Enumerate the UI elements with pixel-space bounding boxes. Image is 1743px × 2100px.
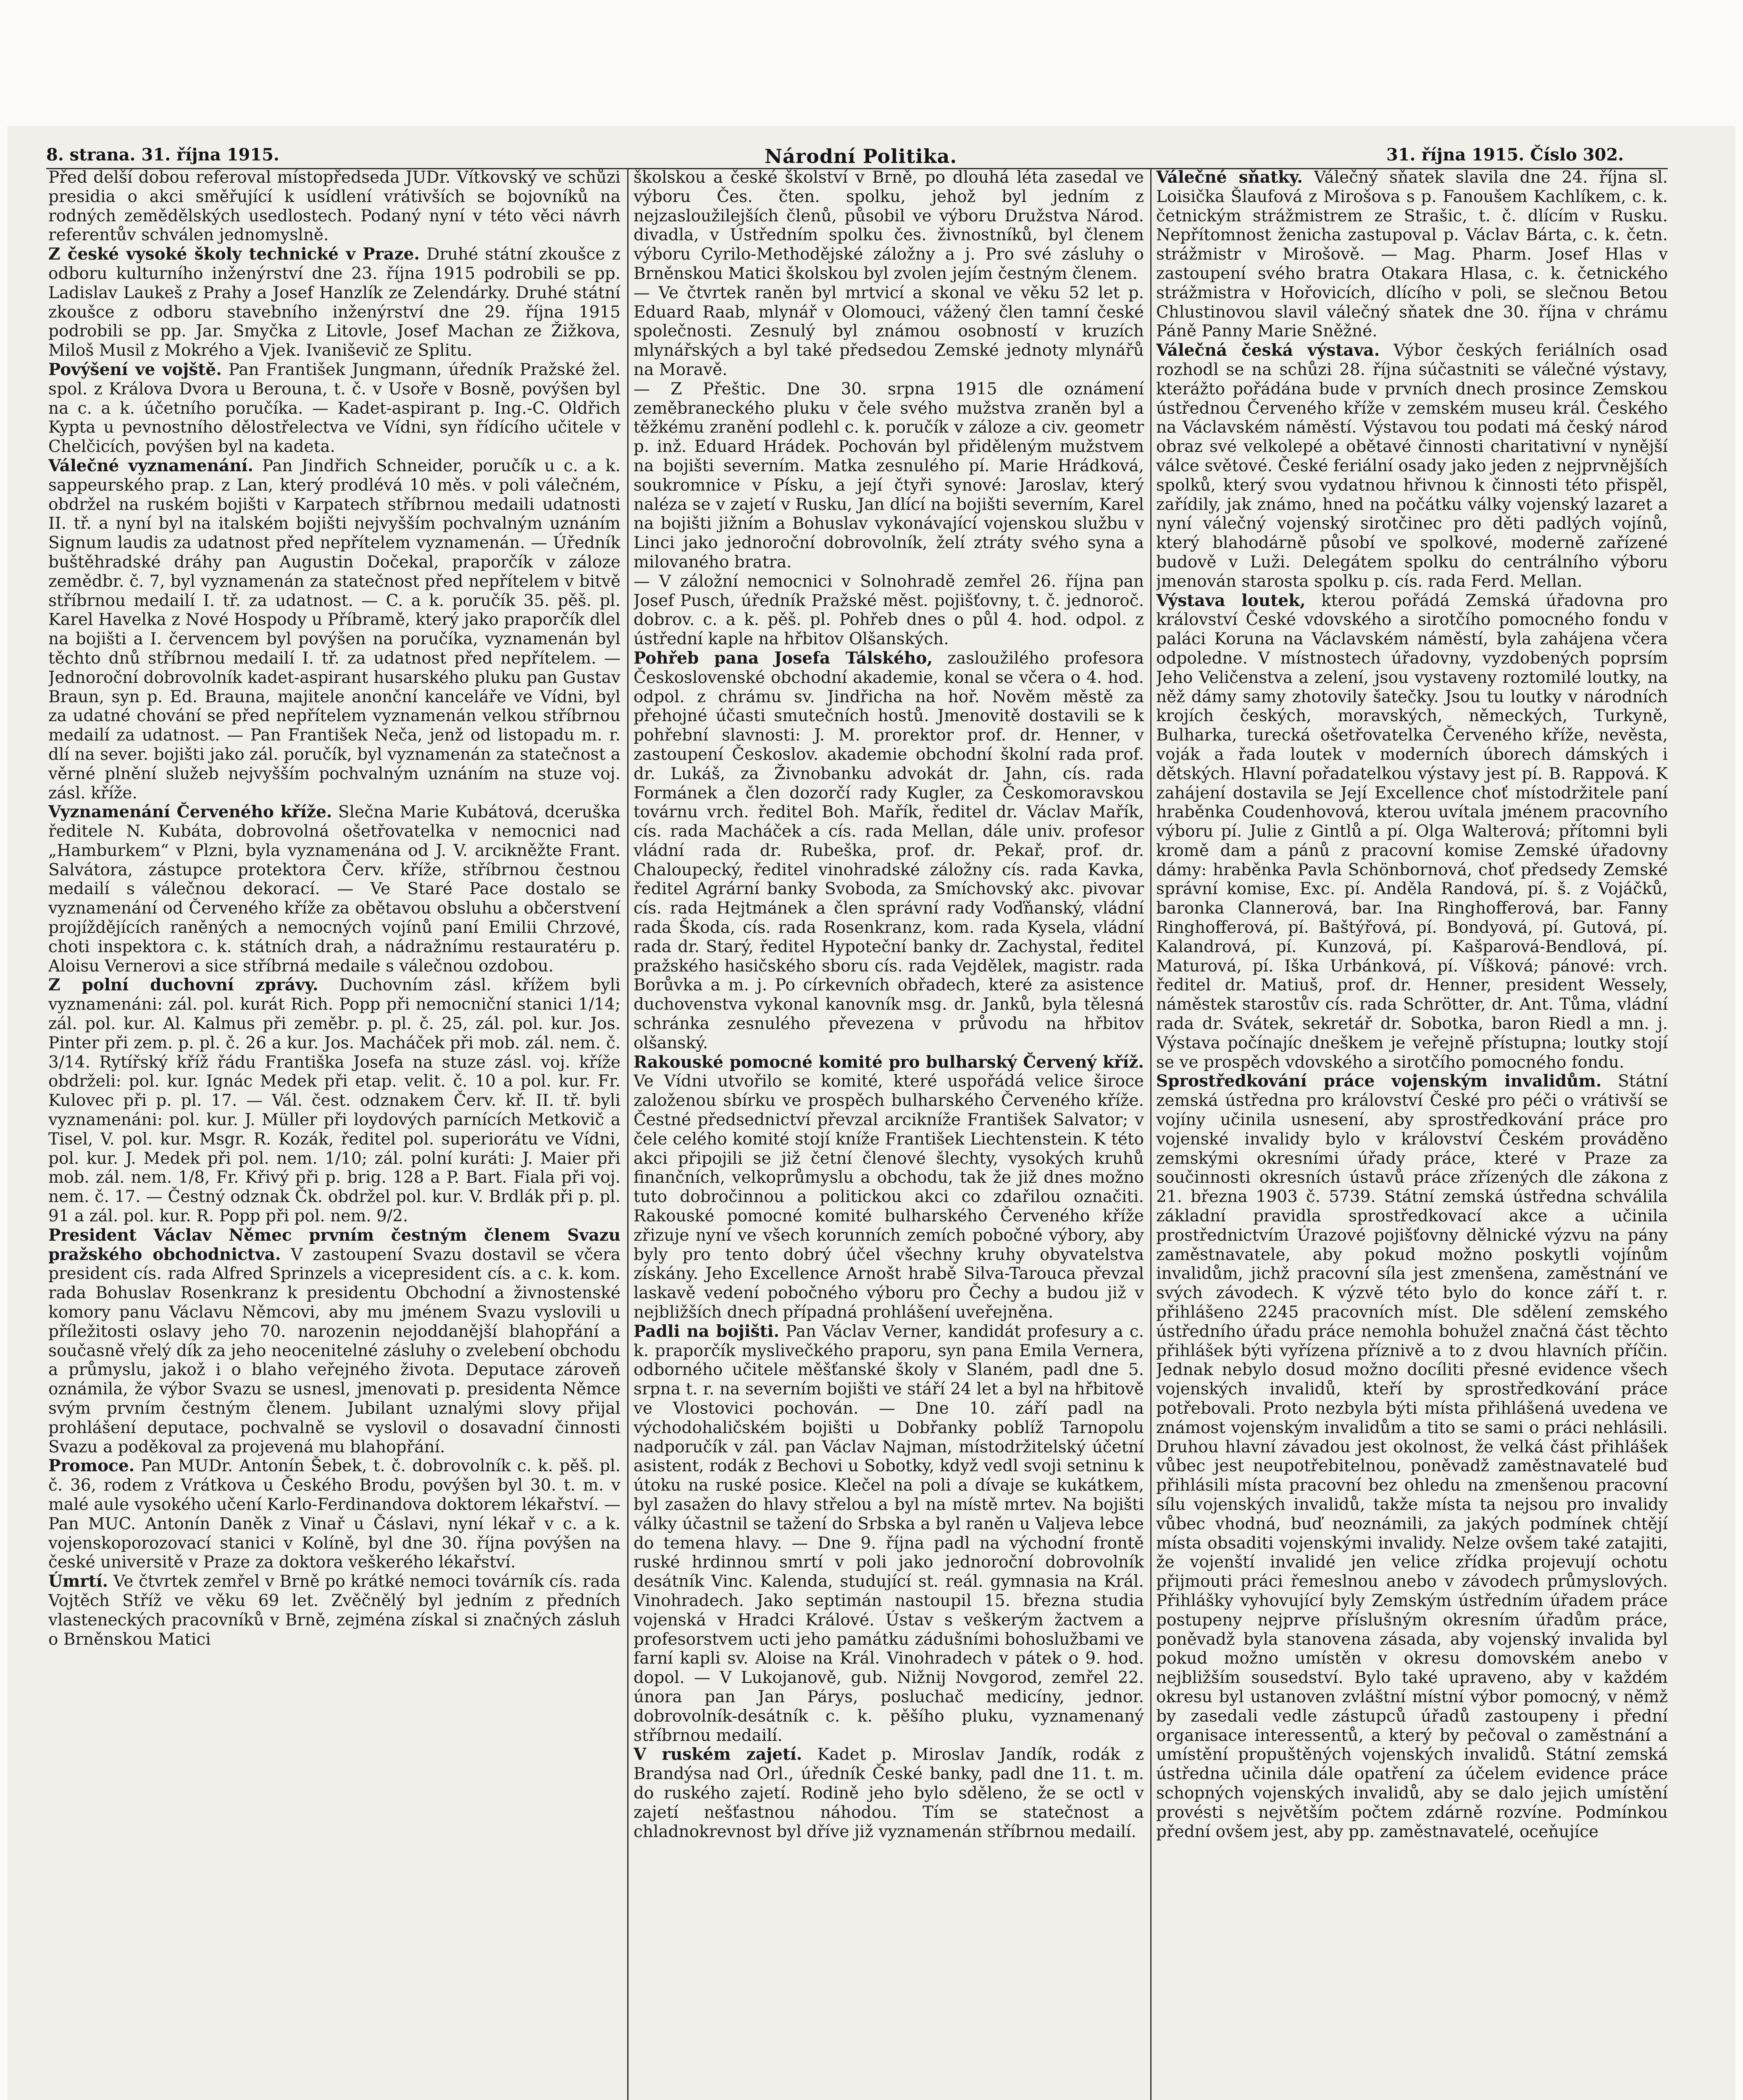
article-text: školskou a české školství v Brně, po dlouhá léta zasedal ve výboru Čes. čten. spolku, jehož byl jedním z nejzasloužilejších členů, působil ve výboru Družstva Národ. divadla, v Ústředním spolku čes. živnostníků, byl členem výboru Cyrilo-Methodějské záložny a j. Pro své zásluhy o Brněnskou Matici školskou byl zvolen jejím čestným členem. <box>634 168 1144 283</box>
article-text: Státní zemská ústředna pro království České pro péči o vrátivší se vojíny učinila usnesení, aby sprostředkování práce pro vojenské invalidy bylo v království Českém prováděno zemskými okresními úřady práce, které v Praze za součinnosti okresních ústavů práce zřízených dle zákona z 21. března 1903 č. 5739. Státní zemská ústředna schválila základní pravidla sprostředkovací akce a učinila prostřednictvím Úrazové pojišťovny dělnické výzvu na pány zaměstnavatele, aby pokud možno poskytli vojínům invalidům, jichž pracovní síla jest zmenšena, zaměstnání ve svých závodech. K výzvě této bylo do konce září t. r. přihlášeno 2245 pracovních míst. Dle sdělení zemského ústředního úřadu práce nemohla bohužel značná část těchto přihlášek býti vyřízena příznivě a to z dvou hlavních příčin. Jednak nebylo dosud možno docíliti přesné evidence všech vojenských invalidů, kteří by sprostředkování práce potřebovali. Proto nezbyla býti místa přihlášená uvedena ve známost vojenským invalidům a tito se sami o práci nehlásili. Druhou hlavní závadou jest okolnost, že velká část přihlášek vůbec jest neupotřebitelnou, poněvadž zaměstnavatelé buď přihlásili místa pracovní bez ohledu na zmenšenou pracovní sílu vojenských invalidů, takže místa ta nejsou pro invalidy vůbec vhodná, buď neoznámili, za jakých podmínek chtějí místa obsaditi vojenskými invalidy. Nelze ovšem také zatajiti, že vojenští invalidé jen velice zřídka projevují ochotu přijmouti práci řemeslnou anebo v závodech průmyslových. Přihlášky vyhovující byly Zemským ústředním úřadem práce postupeny nejprve příslušným okresním úřadům práce, poněvadž byla stanovena zásada, aby vojenský invalida byl pokud možno umístěn v okresu domovském anebo v nejbližším sousedství. Bylo také upraveno, aby v každém okresu byl ustanoven zvláštní místní výbor pomocný, v němž by zasedali vedle zástupců úřadů zastoupeny i přední organisace interessentů, a který by pečoval o zaměstnání a umístění propuštěných vojenských invalidů. Státní zemská ústředna učinila dále opatření za účelem evidence práce schopných vojenských invalidů, aby se dalo jejich umístění provésti s největším počtem zdárně rozvíne. Podmínkou přední ovšem jest, aby pp. zaměstnavatelé, oceňujíce <box>1156 1072 1668 1841</box>
article-paragraph <box>1156 341 1668 591</box>
article-heading: Vyznamenání Červeného kříže. <box>48 802 332 822</box>
article-paragraph <box>1156 591 1668 1072</box>
article-heading: Z české vysoké školy technické v Praze. <box>48 244 420 264</box>
article-text: V zastoupení Svazu dostavil se včera president cís. rada Alfred Sprinzels a vicepresident cís. a c. k. kom. rada Bohuslav Rosenkranz k presidentu Obchodní a živnostenské komory panu Václavu Němcovi, aby mu jménem Svazu vyslovili u příležitosti oslavy jeho 70. narozenin nejoddanější blahopřání a současně vřelý dík za jeho neocenitelné zásluhy o zvelebení obchodu a průmyslu, jakož i o blaho veřejného života. Deputace zároveň oznámila, že výbor Svazu se usnesl, jmenovati p. presidenta Němce svým prvním čestným členem. Jubilant uznalými slovy přijal prohlášení deputace, pochvalně se vyslovil o dosavadní činnosti Svazu a poděkoval za projevená mu blahopřání. <box>48 1245 620 1457</box>
article-paragraph <box>48 168 620 245</box>
article-paragraph <box>634 380 1144 572</box>
article-text: Ve Vídni utvořilo se komité, které uspořádá velice široce založenou sbírku ve prospěch bulharského Červeného kříže. Čestné předsednictví převzal arcikníže František Salvator; v čele celého komité stojí kníže František Liechtenstein. K této akci připojili se již četní členové šlechty, vysokých kruhů finančních, velkoprůmyslu a obchodu, tak že již dnes možno tuto dobročinnou a politickou akci co zdařilou označiti. Rakouské pomocné komité bulharského Červeného kříže zřizuje nyní ve všech korunních zemích pobočné výbory, aby byly pro tento dobrý účel všechny kruhy obyvatelstva získány. Jeho Excellence Arnošt hrabě Silva-Tarouca převzal laskavě vedení pobočného výboru pro Čechy a budou již v nejbližších dnech případná prohlášení uveřejněna. <box>634 1072 1144 1322</box>
article-paragraph <box>634 649 1144 1053</box>
article-text: Pan František Jungmann, úředník Pražské žel. spol. z Králova Dvora u Berouna, t. č. v Usoře v Bosně, povýšen byl na c. a k. účetního poručíka. — Kadet-aspirant p. Ing.-C. Oldřich Kypta u pevnostního dělostřelectva ve Vídni, syn řídícího učitele v Chelčicích, povýšen byl na kadeta. <box>48 360 620 457</box>
article-text: Slečna Marie Kubátová, dceruška ředitele N. Kubáta, dobrovolná ošetřovatelka v nemocnici nad „Hamburkem“ v Plzni, byla vyznamenána od J. V. arcikněžte Frant. Salvátora, zástupce protektora Červ. kříže, stříbrnou čestnou medailí s válečnou dekorací. — Ve Staré Pace dostalo se vyznamenání od Červeného kříže za obětavou obsluhu a občerstvení projíždějících raněných a nemocných vojínů paní Emilii Chrzové, choti inspektora c. k. státních drah, a nádražnímu restauratéru p. Aloisu Vernerovi a sice stříbrná medaile s válečnou ozdobou. <box>48 803 620 976</box>
article-heading: Válečná česká výstava. <box>1156 341 1380 360</box>
article-text: — Z Přeštic. Dne 30. srpna 1915 dle oznámení zeměbraneckého pluku v čele svého mužstva zraněn byl a těžkému zranění podlehl c. k. poručík v záloze a civ. geometr p. inž. Eduard Hrádek. Pochován byl přiděleným mužstvem na bojišti severním. Matka zesnulého pí. Marie Hrádková, soukromnice v Písku, a její čtyři synové: Jaroslav, který naléza se v zajetí v Rusku, Jan dlící na bojišti severním, Karel na bojišti jižním a Bohuslav vykonávající vojenskou službu v Linci jako jednoroční dobrovolník, želí ztráty svého syna a milovaného bratra. <box>634 379 1144 572</box>
newspaper-title: Národní Politika. <box>765 145 957 168</box>
column-rule-2 <box>1150 168 1151 2100</box>
article-text: — V záložní nemocnici v Solnohradě zemřel 26. října pan Josef Pusch, úředník Pražské měst. pojišťovny, t. č. jednoroč. dobrov. c. a k. pěš. pl. Pohřeb dnes o půl 4. hod. odpol. z ústřední kaple na hřbitov Olšanských. <box>634 572 1144 649</box>
article-text: kterou pořádá Zemská úřadovna pro království České vdovského a sirotčího pomocného fondu v paláci Koruna na Václavském náměstí, byla zahájena včera odpoledne. V místnostech úřadovny, vyzdobených poprsím Jeho Veličenstva a zelení, jsou vystaveny roztomilé loutky, na něž dámy samy zhotovily šatečky. Jsou tu loutky v národních krojích českých, moravských, německých, Turkyně, Bulharka, turecká ošetřovatelka Červeného kříže, nevěsta, voják a řada loutek v moderních úborech dámských i dětských. Hlavní pořadatelkou výstavy jest pí. B. Rappová. K zahájení dostavila se Její Excellence choť místodržitele paní hraběnka Coudenhovová, kterou uvítala jménem pracovního výboru pí. Julie z Gintlů a pí. Olga Walterová; přítomni byli kromě dam a pánů z pracovní komise Zemské úřadovny dámy: hraběnka Pavla Schönbornová, choť předsedy Zemské správní komise, Exc. pí. Anděla Randová, pí. š. z Vojáčků, baronka Clannerová, bar. Ina Ringhofferová, bar. Fanny Ringhofferová, pí. Baštýřová, pí. Bondyová, pí. Gutová, pí. Kalandrová, pí. Kunzová, pí. Kašparová-Bendlová, pí. Maturová, pí. Iška Urbánková, pí. Víšková; pánové: vrch. ředitel dr. Matiuš, prof. dr. Henner, president Wessely, náměstek starostův cís. rada Schrötter, dr. Ant. Tůma, vládní rada dr. Svátek, sekretář dr. Sobotka, baron Riedl a mn. j. Výstava počínajíc dneškem je veřejně přístupna; loutky stojí se ve prospěch vdovského a sirotčího pomocného fondu. <box>1156 591 1668 1072</box>
article-text: zasloužilého profesora Československé obchodní akademie, konal se včera o 4. hod. odpol. z chrámu sv. Jindřicha na hoř. Nověm městě za přehojné účasti smutečních hostů. Jmenovitě dostavili se k pohřební slavnosti: J. M. prorektor prof. dr. Henner, v zastoupení Českoslov. akademie obchodní školní rada prof. dr. Lukáš, za Živnobanku advokát dr. Jahn, cís. rada Formánek a člen dozorčí rady Kugler, za Českomoravskou továrnu vrch. ředitel Boh. Mařík, ředitel dr. Václav Mařík, cís. rada Macháček a cís. rada Mellan, dále univ. profesor vládní rada dr. Rubeška, prof. dr. Pekař, prof. dr. Chaloupecký, ředitel vinohradské záložny cís. rada Kavka, ředitel Agrární banky Svoboda, za Smíchovský akc. pivovar cís. rada Hejtmánek a člen správní rady Voďňanský, vládní rada Škoda, cís. rada Rosenkranz, kom. rada Kysela, vládní rada dr. Starý, ředitel Hypoteční banky dr. Zachystal, ředitel pražského hasičského sboru cís. rada Vejdělek, magistr. rada Borůvka a m. j. Po církevních obřadech, které za asistence duchovenstva vykonal kanovník msg. dr. Janků, byla tělesná schránka zesnulého převezena v průvodu na hřbitov olšanský. <box>634 648 1144 1053</box>
article-paragraph <box>634 572 1144 649</box>
article-heading: President Václav Němec prvním čestným členem Svazu pražského obchodnictva. <box>48 1225 620 1264</box>
article-heading: Povýšení ve vojště. <box>48 360 222 379</box>
article-text: Duchovním zásl. křížem byli vyznamenáni: zál. pol. kurát Rich. Popp při nemocniční stanici 1/14; zál. pol. kur. Al. Kalmus při zeměbr. p. pl. č. 25, zál. pol. kur. Jos. Pinter při zem. p. pl. č. 26 a kur. Jos. Macháček při mob. zál. nem. č. 3/14. Rytířský kříž řádu Františka Josefa na stuze zásl. voj. kříže obdrželi: pol. kur. Ignác Medek při etap. velit. č. 10 a pol. kur. Fr. Kulovec při p. pl. 17. — Vál. čest. odznakem Červ. kř. II. tř. byli vyznamenáni: pol. kur. J. Müller při loydových parnících Metkovič a Tisel, V. pol. kur. Msgr. R. Kozák, ředitel pol. superiorátu ve Vídni, pol. kur. J. Medek při pol. nem. 1/10; zál. polní kuráti: J. Maier při mob. zál. nem. 1/8, Fr. Křivý při p. brig. 128 a P. Bart. Fiala při voj. nem. č. 17. — Čestný odznak Čk. obdržel pol. kur. V. Brdlák při p. pl. 91 a zál. pol. kur. R. Popp při pol. nem. 9/2. <box>48 976 620 1226</box>
article-paragraph <box>1156 168 1668 341</box>
article-paragraph <box>634 1322 1144 1746</box>
article-heading: Válečné sňatky. <box>1156 168 1303 187</box>
article-heading: Promoce. <box>48 1456 135 1476</box>
article-heading: Výstava loutek, <box>1156 591 1306 610</box>
article-heading: V ruském zajetí. <box>634 1745 802 1764</box>
article-paragraph <box>634 284 1144 380</box>
article-text: Pan MUDr. Antonín Šebek, t. č. dobrovolník c. k. pěš. pl. č. 36, rodem z Vrátkova u Českého Brodu, povýšen byl 30. t. m. v malé aule vysokého učení Karlo-Ferdinandova doktorem lékařství. — Pan MUC. Antonín Daněk z Vinař u Čáslavi, nyní lékař v c. a k. vojenskoporozovací stanici v Kolíně, byl dne 30. října povýšen na české universitě v Praze za doktora veškerého lékařství. <box>48 1457 620 1572</box>
article-heading: Sprostředkování práce vojenským invalidům. <box>1156 1071 1602 1091</box>
article-paragraph <box>48 457 620 803</box>
issue-date-number: 31. října 1915. Číslo 302. <box>1386 145 1624 165</box>
article-text: Před delší dobou referoval místopředseda JUDr. Vítkovský ve schůzi presidia o akci směřující k usídlení vrátivších se bojovníků na rodných zemědělských usedlostech. Podaný nyní v této věci návrh referentův schválen jednomyslně. <box>48 168 620 245</box>
article-paragraph <box>48 360 620 457</box>
article-paragraph <box>634 168 1144 284</box>
text-column-3 <box>1156 168 1668 2100</box>
article-heading: Úmrtí. <box>48 1572 108 1591</box>
text-column-1 <box>48 168 620 2100</box>
article-text: Pan Jindřich Schneider, poručík u c. a k. sappeurského prap. z Lan, který prodlévá 10 měs. v poli válečném, obdržel na ruském bojišti v Karpatech stříbrnou medaili udatnosti II. tř. a nyní byl na italském bojišti nejvyšším pochvalným uznáním Signum laudis za udatnost před nepřítelem vyznamenán. — Úředník buštěhradské dráhy pan Augustin Dočekal, praporčík v záloze zemědbr. č. 7, byl vyznamenán za statečnost před nepřítelem v bitvě stříbrnou medailí I. tř. za udatnost. — C. a k. poručík 35. pěš. pl. Karel Havelka z Nové Hospody u Příbramě, který jako praporčík dlel na bojišti a I. červencem byl povýšen na poručíka, vyznamenán byl těchto dnů stříbrnou medailí I. tř. za udatnost před nepřítelem. — Jednoroční dobrovolník kadet-aspirant husarského pluku pan Gustav Braun, syn p. Ed. Brauna, majitele anonční kanceláře ve Vídni, byl za udatné chování se před nepřítelem vyznamenán velkou stříbrnou medailí za udatnost. — Pan František Neča, jenž od listopadu m. r. dlí na sever. bojišti jako zál. poručík, byl vyznamenán za statečnost a věrné plnění služeb nejvyšším pochvalným uznáním na stuze voj. zásl. kříže. <box>48 456 620 803</box>
article-paragraph <box>1156 1072 1668 1841</box>
article-text: Výbor českých feriálních osad rozhodl se na schůzi 28. října súčastniti se válečné výstavy, kterážto pořádána bude v prvních dnech prosince Zemskou ústřednou Červeného kříže v zemském museu král. Českého na Václavském náměstí. Výstavou tou podati má český národ obraz své velkolepé a obětavé činnosti charitativní v nynější válce světové. České feriální osady jako jeden z nejprvnějších spolků, který svou vydatnou hřivnou k činnosti této přispěl, zařídily, jak známo, hned na počátku války vojenský lazaret a nyní válečný vojenský sirotčinec pro děti padlých vojínů, který blahodárně působí ve spolkové, moderně zařízené budově v Luži. Delegátem spolku do centrálního výboru jmenován starosta spolku p. cís. rada Ferd. Mellan. <box>1156 341 1668 591</box>
article-paragraph <box>48 803 620 976</box>
article-text: Pan Václav Verner, kandidát profesury a c. k. praporčík myslivečkého praporu, syn pana Emila Vernera, odborného učitele měšťanské školy v Slaném, padl dne 5. srpna t. r. na severním bojišti ve stáří 24 let a byl na hřbitově ve Vlostovici pochován. — Dne 10. září padl na východohaličském bojišti u Dobřanky poblíž Tarnopolu nadporučík v zál. pan Václav Najman, místodržitelský účetní asistent, rodák z Bechovi u Sobotky, když vedl svoji setninu k útoku na ruské posice. Klečel na poli a dívaje se kukátkem, byl zasažen do hlavy střelou a byl na místě mrtev. Na bojišti války účastnil se tažení do Srbska a byl raněn u Valjeva lebce do temena hlavy. — Dne 9. října padl na východní frontě ruské hrdinnou smrtí v poli jako jednoroční dobrovolník desátník Vinc. Kalenda, studující st. reál. gymnasia na Král. Vinohradech. Jako septimán nastoupil 15. března studia vojenská v Hradci Králové. Ústav s veškerým žactvem a profesorstvem ucti jeho památku zádušními bohoslužbami ve farní kapli sv. Aloise na Král. Vinohradech v pátek o 9. hod. dopol. — V Lukojanově, gub. Nižnij Novgorod, zemřel 22. února pan Jan Párys, posluchač medicíny, jednor. dobrovolník-desátník c. k. pěšího pluku, vyznamenaný stříbrnou medailí. <box>634 1322 1144 1745</box>
text-column-2 <box>634 168 1144 2100</box>
article-text: Válečný sňatek slavila dne 24. října sl. Loisička Šlaufová z Mirošova s p. Fanoušem Kachlíkem, c. k. četnickým strážmistrem ze Strašic, t. č. dlícím v Rusku. Nepřítomnost ženicha zastupoval p. Václav Bárta, c. k. četn. strážmistr v Mirošově. — Mag. Pharm. Josef Hlas v zastoupení svého bratra Otakara Hlasa, c. k. četnického strážmistra v Hořovicích, dlícího v poli, se slečnou Betou Chlustinovou slavil válečný sňatek dne 30. října v chrámu Páně Panny Marie Sněžné. <box>1156 168 1668 341</box>
article-text: Ve čtvrtek zemřel v Brně po krátké nemoci továrník cís. rada Vojtěch Stříž ve věku 69 let. Zvěčnělý byl jedním z předních vlasteneckých pracovníků v Brně, zejména získal si značných zásluh o Brněnskou Matici <box>48 1572 620 1649</box>
article-heading: Pohřeb pana Josefa Tálského, <box>634 648 933 668</box>
article-heading: Rakouské pomocné komité pro bulharský Červený kříž. <box>634 1052 1144 1072</box>
article-paragraph <box>634 1745 1144 1841</box>
article-paragraph <box>48 245 620 360</box>
article-heading: Z polní duchovní zprávy. <box>48 975 318 995</box>
article-text: Druhé státní zkoušce z odboru kulturního inženýrství dne 23. října 1915 podrobili se pp. Ladislav Laukeš z Prahy a Josef Hanzlík ze Zelendárky. Druhé státní zkoušce z odboru stavebního inženýrství dne 29. října 1915 podrobili se pp. Jar. Smyčka z Litovle, Josef Machan ze Žižkova, Miloš Musil z Mokrého a Vjek. Ivaniševič ze Splitu. <box>48 245 620 360</box>
article-paragraph <box>48 976 620 1226</box>
article-heading: Padli na bojišti. <box>634 1321 780 1341</box>
article-paragraph <box>48 1572 620 1649</box>
article-paragraph <box>48 1457 620 1572</box>
page-number-date: 8. strana. 31. října 1915. <box>46 145 279 165</box>
article-heading: Válečné vyznamenání. <box>48 456 254 475</box>
article-paragraph <box>634 1053 1144 1322</box>
article-text: Kadet p. Miroslav Jandík, rodák z Brandýsa nad Orl., úředník České banky, padl dne 11. t. m. do ruského zajetí. Rodině jeho bylo sděleno, že se octl v zajetí nešťastnou náhodou. Tím se statečnost a chladnokrevnost byl dříve již vyznamenán stříbrnou medailí. <box>634 1745 1144 1841</box>
column-rule-1 <box>627 168 628 2100</box>
article-text: — Ve čtvrtek raněn byl mrtvicí a skonal ve věku 52 let p. Eduard Raab, mlynář v Olomouci, vážený člen tamní české společnosti. Zesnulý byl známou osobností v kruzích mlynářských a byl také předsedou Zemské jednoty mlynářů na Moravě. <box>634 283 1144 379</box>
article-paragraph <box>48 1226 620 1457</box>
